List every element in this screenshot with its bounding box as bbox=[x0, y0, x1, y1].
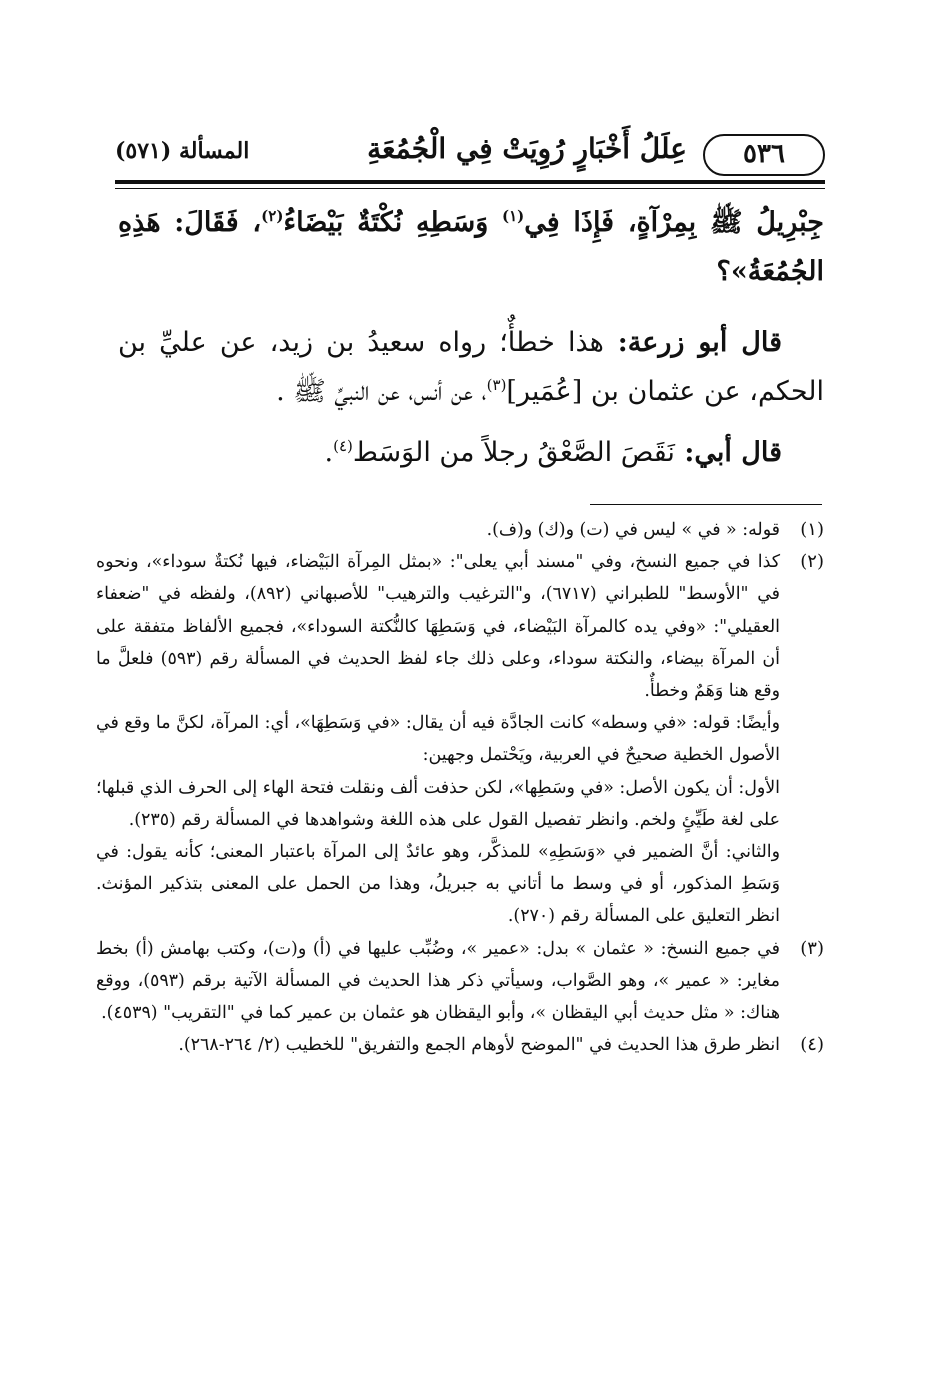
footnote-text: والثاني: أنَّ الضمير في «وَسَطِهِ» للمذكَّر، وهو عائدٌ إلى المرآة باعتبار المعنى؛ كأنه يقول: في وَسَطِ المذكور، أو في وسط ما أتاني به جبريلُ، وهذا من الحمل على المعنى بتذكير المؤنث. انظر التعليق على المسألة رقم (٢٧٠). bbox=[96, 842, 780, 927]
footnote-text: في جميع النسخ: « عثمان » بدل: «عمير »، وضُبِّب عليها في (أ) و(ت)، وكتب بهامش (أ) بخط مغاير: « عمير »، وهو الصَّواب، وسيأتي ذكر هذا الحديث في المسألة الآتية برقم (٥٩٣)، ووقع هناك: « مثل حديث أبي اليقظان »، وأبو اليقظان هو عثمان بن عمير كما في "التقريب" (٤٥٣٩). bbox=[96, 938, 780, 1024]
footnote-number: (٤) bbox=[800, 1034, 824, 1056]
quote-text-b: وَسَطِهِ نُكْتَةٌ بَيْضَاءُ bbox=[283, 207, 502, 238]
footnote-2 bbox=[96, 546, 824, 932]
footnote-ref-3[interactable]: (٣) bbox=[486, 376, 507, 394]
footnote-ref-2[interactable]: (٢) bbox=[261, 207, 284, 225]
footnote-text: كذا في جميع النسخ، وفي "مسند أبي يعلى": «بمثل المِرآة البَيْضاء، فيها نُكتةٌ سوداء»، ونحوه في "الأوسط" للطبراني (٦٧١٧)، و"الترغيب والترهيب" للأصبهاني (٨٩٢)، ولفظه في "ضعفاء العقيلي": «وفي يده كالمرآة البَيْضاء، في وَسَطِهَا كالنُّكتة السوداء»، فجميع الألفاظ متفقة على أن المرآة بيضاء، والنكتة سوداء، وعلى ذلك جاء لفظ الحديث في المسألة رقم (٥٩٣) فلعلَّ ما وقع هنا وَهَمٌ وخطأٌ. bbox=[96, 552, 780, 702]
abu-zurah-paragraph bbox=[118, 318, 824, 416]
main-text bbox=[118, 198, 824, 477]
footnote-text: قوله: « في » ليس في (ت) و(ك) و(ف). bbox=[486, 520, 780, 540]
page-number: ٥٣٦ bbox=[703, 134, 825, 176]
abu-zurah-text-a: هذا خطأٌ؛ رواه سعيدُ بن زيد، عن عليِّ بن الحكم، عن عثمان بن [عُمَير] bbox=[118, 327, 824, 407]
hadith-quote bbox=[118, 198, 824, 296]
abi-text: نَقَصَ الصَّعْقُ رجلاً من الوَسَط bbox=[352, 437, 675, 468]
footnote-text: انظر طرق هذا الحديث في "الموضح لأوهام الجمع والتفريق" للخطيب (٢/ ٢٦٤-٢٦٨). bbox=[178, 1035, 780, 1056]
abi-end: . bbox=[324, 437, 334, 468]
footnote-number: (٣) bbox=[800, 937, 824, 959]
abu-zurah-lead: قال أبو زرعة: bbox=[603, 327, 782, 358]
footnote-ref-4[interactable]: (٤) bbox=[333, 437, 353, 455]
quote-text-a: جِبْرِيلُ ﷺ بِمِرْآةٍ، فَإِذَا فِي bbox=[524, 207, 824, 238]
footnote-ref-1[interactable]: (١) bbox=[501, 207, 525, 225]
footnote-separator bbox=[590, 504, 822, 505]
abi-paragraph bbox=[118, 428, 824, 477]
page-header bbox=[115, 128, 825, 180]
quote-text-c: ، فَقَالَ: هَذِهِ الجُمُعَةُ»؟ bbox=[118, 207, 824, 287]
header-rule-thick bbox=[115, 180, 825, 184]
abu-zurah-text-b: ، عن أنس، عن النبيِّ ﷺ . bbox=[276, 376, 487, 407]
masala-label: المسألة (٥٧١) bbox=[115, 138, 250, 164]
book-title: عِلَلُ أَخْبَارٍ رُوِيَتْ فِي الْجُمُعَةِ bbox=[367, 132, 687, 165]
footnote-number: (١) bbox=[800, 519, 824, 540]
footnote-4 bbox=[96, 1029, 824, 1061]
footnote-text: وأيضًا: قوله: «في وسطه» كانت الجادَّة فيه أن يقال: «في وَسَطِهَا»، أي: المرآة، لكنَّ ما وقع في الأصول الخطية صحيحٌ في العربية، ويَحْتمل وجهين: bbox=[96, 713, 780, 766]
footnote-number: (٢) bbox=[800, 551, 824, 573]
abi-lead: قال أبي: bbox=[674, 437, 782, 468]
footnote-3 bbox=[96, 933, 824, 1030]
footnotes bbox=[96, 514, 824, 1061]
header-rule-thin bbox=[115, 188, 825, 189]
footnote-text: الأول: أن يكون الأصل: «في وسَطِها»، لكن حذفت ألف ونقلت فتحة الهاء إلى الحرف الذي قبلها؛ على لغة طَيِّئٍ ولخم. وانظر تفصيل القول على هذه اللغة وشواهدها في المسألة رقم (٢٣٥). bbox=[96, 777, 780, 830]
footnote-1 bbox=[96, 514, 824, 546]
